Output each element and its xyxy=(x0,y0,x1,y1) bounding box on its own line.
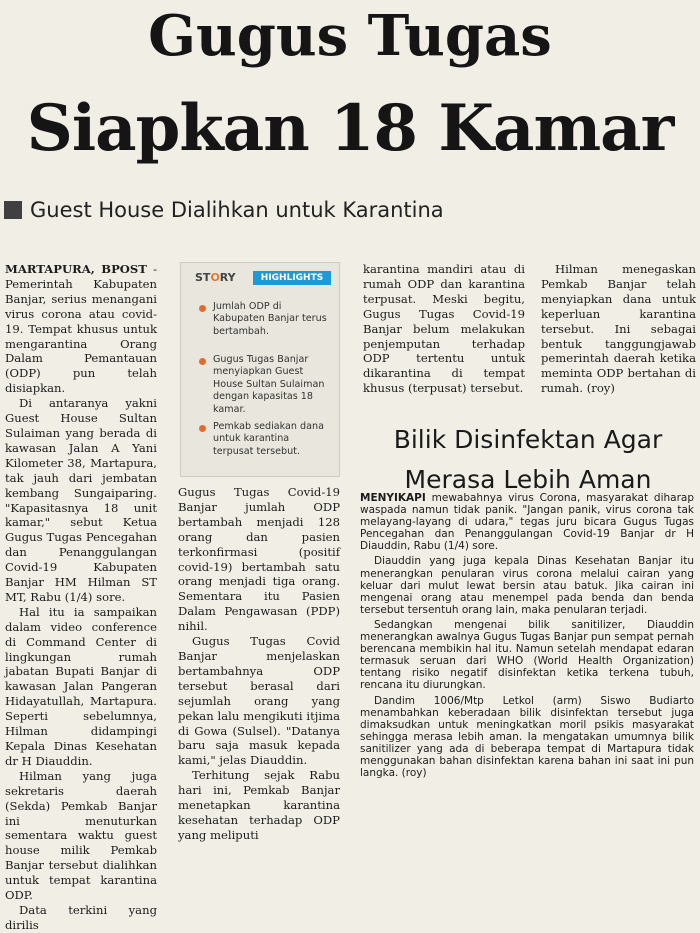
side-article-body xyxy=(360,492,694,802)
headline-line-2: Siapkan 18 Kamar xyxy=(26,91,674,166)
story-logo: STORY xyxy=(195,271,236,284)
bullet-dot-icon xyxy=(199,358,206,365)
side-article-title xyxy=(360,420,696,500)
article-column-1 xyxy=(5,262,157,932)
side-article-title-line-1: Bilik Disinfektan Agar xyxy=(393,425,663,454)
article-paragraph: Terhitung sejak Rabu hari ini, Pemkab Banjar menetapkan karantina kesehatan terhadap ODP yang meliputi xyxy=(178,768,340,842)
square-bullet-icon xyxy=(4,201,22,219)
side-article-title-line-2: Merasa Lebih Aman xyxy=(404,465,652,494)
highlight-item: Jumlah ODP di Kabupaten Banjar terus bertambah. xyxy=(213,301,327,337)
side-dateline: MENYIKAPI xyxy=(360,492,426,504)
article-column-2 xyxy=(178,485,340,842)
article-column-4 xyxy=(541,262,696,396)
article-paragraph: Sedangkan mengenai bilik sanitilizer, Diauddin menerangkan awalnya Gugus Tugas Banjar pun sempat pernah berencana membikin hal itu. Namun setelah mendapat edaran termasuk seruan dari WHO (World Health Organization) tentang risiko negatif disinfektan ketika terkena tubuh, rencana itu diurungkan. xyxy=(360,618,694,692)
headline-line-1: Gugus Tugas xyxy=(148,3,552,69)
highlights-tag: HIGHLIGHTS xyxy=(253,271,331,285)
article-paragraph: MARTAPURA, BPOST - Pemerintah Kabupaten Banjar, serius menangani virus corona atau covid-19. Tempat khusus untuk mengarantina Orang Dalam Pemantauan (ODP) pun telah disiapkan. xyxy=(5,262,157,396)
article-paragraph: Hal itu ia sampaikan dalam video conference di Command Center di lingkungan rumah jabatan Bupati Banjar di kawasan Jalan Pangeran Hidayatullah, Martapura. Seperti sebelumnya, Hilman didampingi Kepala Dinas Kesehatan dr H Diauddin. xyxy=(5,604,157,768)
article-paragraph: Hilman yang juga sekretaris daerah (Sekda) Pemkab Banjar ini menuturkan sementara waktu guest house milik Pemkab Banjar tersebut dialihkan untuk tempat karantina ODP. xyxy=(5,768,157,903)
bullet-dot-icon xyxy=(199,425,206,432)
highlight-item: Pemkab sediakan dana untuk karantina terpusat tersebut. xyxy=(213,421,324,457)
article-paragraph: Gugus Tugas Covid-19 Banjar jumlah ODP bertambah menjadi 128 orang dan pasien terkonfirmasi (positif covid-19) bertambah satu orang menjadi tiga orang. Sementara itu Pasien Dalam Pengawasan (PDP) nihil. xyxy=(178,485,340,634)
article-paragraph: Data terkini yang dirilis xyxy=(5,902,157,932)
article-paragraph: karantina mandiri atau di rumah ODP dan karantina terpusat. Meski begitu, Gugus Tugas Covid-19 Banjar belum melakukan penjemputan terhadap ODP tertentu untuk dikarantina di tempat khusus (terpusat) tersebut. xyxy=(363,262,525,396)
article-column-3 xyxy=(363,262,525,396)
highlight-item: Gugus Tugas Banjar menyiapkan Guest House Sultan Sulaiman dengan kapasitas 18 kamar. xyxy=(213,354,325,415)
article-paragraph: Diauddin yang juga kepala Dinas Kesehatan Banjar itu menerangkan penularan virus corona melalui cairan yang keluar dari mulut lewat bersin atau batuk. Jika cairan ini mengenai orang atau menempel pada benda dan benda tersebut tersentuh orang lain, maka penularan terjadi. xyxy=(360,555,694,616)
article-paragraph: MENYIKAPI mewabahnya virus Corona, masyarakat diharap waspada namun tidak panik. "Jangan panik, virus corona tak melayang-layang di udara," tegas juru bicara Gugus Tugas Pencegahan dan Penanggulangan Covid-19 Banjar dr H Diauddin, Rabu (1/4) sore. xyxy=(360,492,695,553)
dateline: MARTAPURA, BPOST xyxy=(5,262,147,276)
article-paragraph: Dandim 1006/Mtp Letkol (arm) Siswo Budiarto menambahkan keberadaan bilik disinfektan tersebut juga dimaksudkan untuk meningkatkan moril psikis masyarakat sehingga merasa lebih aman. Ia mengatakan umumnya bilik sanitilizer yang ada di beberapa tempat di Martapura tidak menggunakan bahan disinfektan karena bahan ini saat ini pun langka. (roy) xyxy=(360,694,694,780)
bullet-dot-icon xyxy=(199,305,206,312)
subheadline xyxy=(4,198,604,232)
story-highlights-box xyxy=(180,262,340,477)
article-paragraph: Di antaranya yakni Guest House Sultan Sulaiman yang berada di kawasan Jalan A Yani Kilometer 38, Martapura, tak jauh dari jembatan kembang Sungaiparing. "Kapasitasnya 18 unit kamar," sebut Ketua Gugus Tugas Pencegahan dan Penanggulangan Covid-19 Kabupaten Banjar HM Hilman ST MT, Rabu (1/4) sore. xyxy=(5,396,157,604)
article-paragraph: Gugus Tugas Covid Banjar menjelaskan bertambahnya ODP tersebut berasal dari sejumlah orang yang pekan lalu mengikuti itjima di Gowa (Sulsel). "Datanya baru saja masuk kepada kami," jelas Diauddin. xyxy=(178,634,340,768)
subheadline-text: Guest House Dialihkan untuk Karantina xyxy=(30,198,444,222)
article-paragraph: Hilman menegaskan Pemkab Banjar telah menyiapkan dana untuk keperluan karantina tersebut. Ini sebagai bentuk tanggungjawab pemerintah daerah ketika meminta ODP bertahan di rumah. (roy) xyxy=(541,262,696,396)
